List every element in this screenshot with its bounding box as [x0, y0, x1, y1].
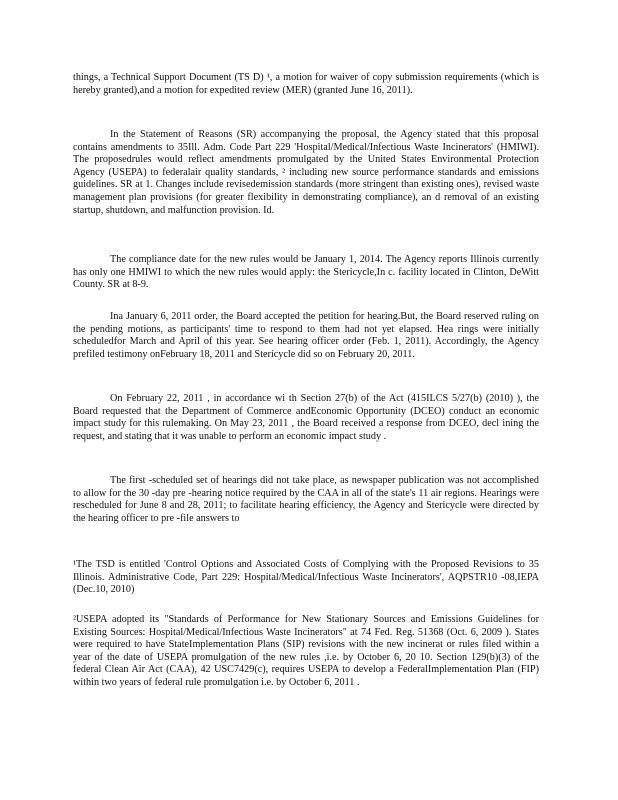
paragraph-board-order: Ina January 6, 2011 order, the Board accepted the petition for hearing.But, the Board reserved ruling on the pending motions, as participants' time to respond to them had not yet elapsed. Hea rings were initially scheduledfor March and April of this year. See hearing officer order (Feb. 1, 2011). Accordingly, the Agency prefiled testimony onFebruary 18, 2011 and Stericycle did so on February 20, 2011.	[73, 311, 539, 360]
footnote-1: ¹The TSD is entitled 'Control Options and Associated Costs of Complying with the Proposed Revisions to 35 Illinois. Administrative Code, Part 229: Hospital/Medical/Infectious Waste Incinerators', AQPSTR10 -08,IEPA (Dec.10, 2010)	[73, 559, 539, 596]
paragraph-compliance-date: The compliance date for the new rules would be January 1, 2014. The Agency reports Illinois currently has only one HMIWI to which the new rules would apply: the Stericycle,In c. facility located in Clinton, DeWitt County. SR at 8-9.	[73, 254, 539, 291]
paragraph-continuation: things, a Technical Support Document (TS D) ¹, a motion for waiver of copy submission requirements (which is hereby granted),and a motion for expedited review (MER) (granted June 16, 2011).	[73, 72, 539, 96]
paragraph-statement-of-reasons: In the Statement of Reasons (SR) accompanying the proposal, the Agency stated that this proposal contains amendments to 35Ill. Adm. Code Part 229 'Hospital/Medical/Infectious Waste Incinerators' (HMIWI). The proposedrules would reflect amendments promulgated by the United States Environmental Protection Agency (USEPA) to federalair quality standards, ² including new source performance standards and emissions guidelines. SR at 1. Changes include revisedemission standards (more stringent than existing ones), revised waste management plan provisions (for greater flexibility in demonstrating compliance), an d removal of an existing startup, shutdown, and malfunction provision. Id.	[73, 129, 539, 216]
paragraph-economic-impact: On February 22, 2011 , in accordance wi th Section 27(b) of the Act (415ILCS 5/27(b) (2010) ), the Board requested that the Department of Commerce andEconomic Opportunity (DCEO) conduct an economic impact study for this rulemaking. On May 23, 2011 , the Board received a response from DCEO, decl ining the request, and stating that it was unable to perform an economic impact study .	[73, 393, 539, 442]
paragraph-hearings: The first -scheduled set of hearings did not take place, as newspaper publication was not accomplished to allow for the 30 -day pre -hearing notice required by the CAA in all of the state's 11 air regions. Hearings were rescheduled for June 8 and 28, 2011; to facilitate hearing efficiency, the Agency and Stericycle were directed by the hearing officer to pre -file answers to	[73, 475, 539, 524]
footnote-2: ²USEPA adopted its "Standards of Performance for New Stationary Sources and Emissions Guidelines for Existing Sources: Hospital/Medical/Infectious Waste Incinerators" at 74 Fed. Reg. 51368 (Oct. 6, 2009 ). States were required to have StateImplementation Plans (SIP) revisions with the new incinerat or rules filed within a year of the date of USEPA promulgation of the new rules ,i.e. by October 6, 20 10. Section 129(b)(3) of the federal Clean Air Act (CAA), 42 USC7429(c), requires USEPA to develop a FederalImplementation Plan (FIP) within two years of federal rule promulgation i.e. by October 6, 2011 .	[73, 614, 539, 688]
